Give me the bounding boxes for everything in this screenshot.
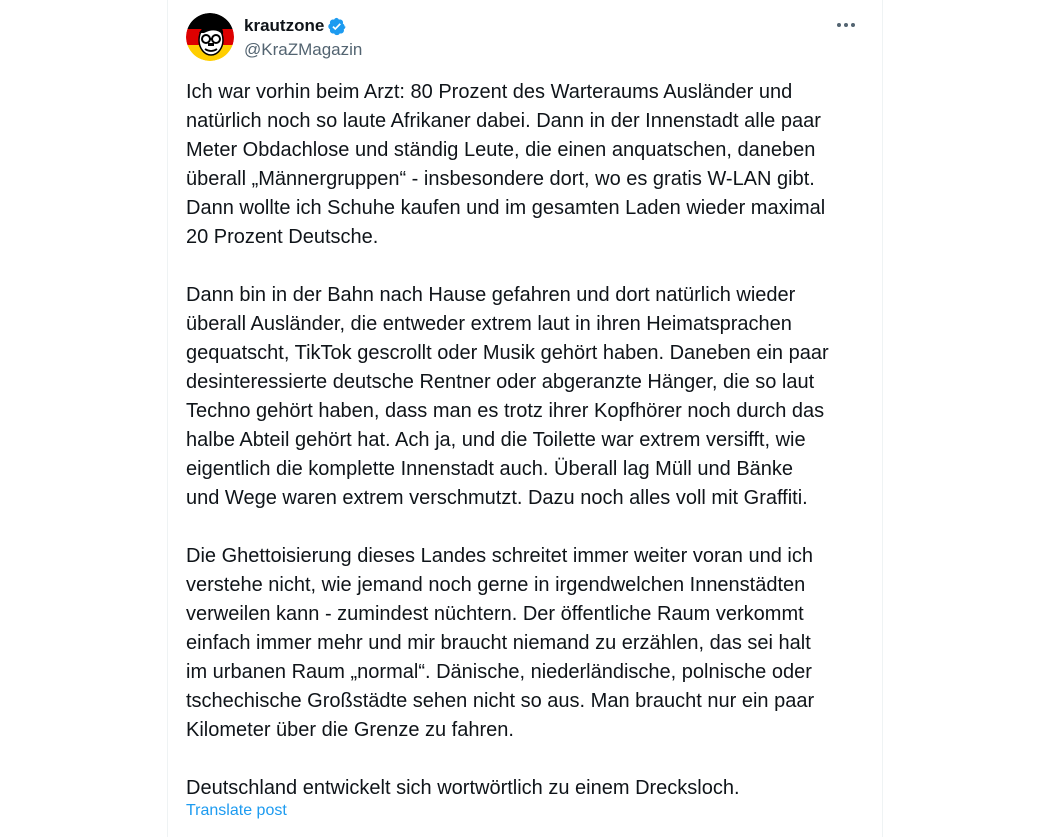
more-options-button[interactable] <box>828 13 864 37</box>
ellipsis-icon <box>836 22 856 28</box>
tweet-paragraph: Die Ghettoisierung dieses Landes schreitet immer weiter voran und ich verstehe nicht, wie jemand noch gerne in irgendwelchen Innenstädten verweilen kann - zumindest nüchtern. Der öffentliche Raum verkommt einfach immer mehr und mir braucht niemand zu erzählen, das sei halt im urbanen Raum „normal“. Dänische, niederländische, polnische oder tschechische Großstädte sehen nicht so aus. Man braucht nur ein paar Kilometer über die Grenze zu fahren. <box>186 545 815 741</box>
display-name[interactable]: krautzone <box>244 16 325 35</box>
tweet-paragraph: Deutschland entwickelt sich wortwörtlich zu einem Drecksloch. <box>186 777 740 799</box>
translate-post-link[interactable]: Translate post <box>186 802 287 819</box>
caricature-avatar-icon <box>186 13 234 61</box>
display-name-row <box>244 15 362 37</box>
verified-badge-icon[interactable] <box>327 17 346 36</box>
tweet-paragraph: Dann bin in der Bahn nach Hause gefahren und dort natürlich wieder überall Ausländer, die entweder extrem laut in ihren Heimatsprachen gequatscht, TikTok gescrollt oder Musik gehört haben. Daneben ein paar desinteressierte deutsche Rentner oder abgeranzte Hänger, die so laut Techno gehört haben, dass man es trotz ihrer Kopfhörer noch durch das halbe Abteil gehört hat. Ach ja, und die Toilette war extrem versifft, wie eigentlich die komplette Innenstadt auch. Überall lag Müll und Bänke und Wege waren extrem verschmutzt. Dazu noch alles voll mit Graffiti. <box>186 284 829 509</box>
avatar[interactable] <box>186 13 234 61</box>
tweet-card <box>167 0 883 837</box>
author-handle[interactable]: @KraZMagazin <box>244 40 363 59</box>
tweet-header <box>186 13 864 63</box>
author-names <box>244 15 362 60</box>
tweet-text <box>186 78 876 832</box>
tweet-paragraph: Ich war vorhin beim Arzt: 80 Prozent des Warteraums Ausländer und natürlich noch so laute Afrikaner dabei. Dann in der Innenstadt alle paar Meter Obdachlose und ständig Leute, die einen anquatschen, daneben überall „Männergruppen“ - insbesondere dort, wo es gratis W-LAN gibt. Dann wollte ich Schuhe kaufen und im gesamten Laden wieder maximal 20 Prozent Deutsche. <box>186 81 826 248</box>
